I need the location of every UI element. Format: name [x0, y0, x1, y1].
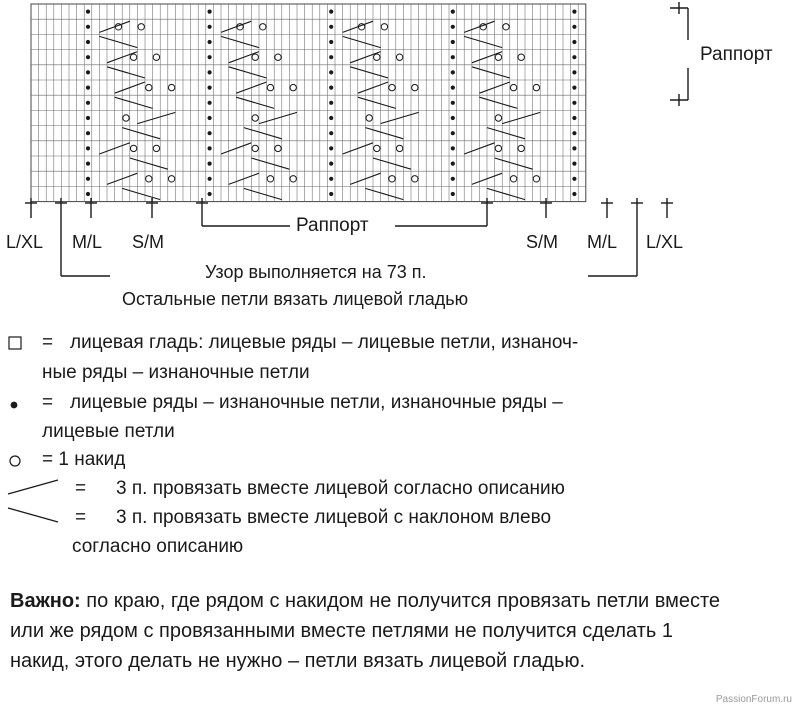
yarn-over-circle	[518, 54, 524, 60]
yarn-over-circle	[381, 24, 387, 30]
yarn-over-circle	[533, 176, 539, 182]
yarn-over-circle	[366, 115, 372, 121]
yarn-over-circle	[503, 24, 509, 30]
purl-dot	[329, 40, 333, 44]
repeat-right-label: Раппорт	[700, 44, 773, 65]
yarn-over-circle	[374, 145, 380, 151]
purl-dot	[572, 10, 576, 14]
purl-dot	[572, 192, 576, 196]
yarn-over-circle	[252, 54, 258, 60]
chart-note-stitch-count: Узор выполняется на 73 п.	[205, 262, 427, 282]
purl-dot	[208, 131, 212, 135]
yarn-over-circle	[495, 54, 501, 60]
purl-dot	[208, 86, 212, 90]
yarn-over-circle	[412, 84, 418, 90]
purl-dot	[208, 177, 212, 181]
purl-dot	[572, 116, 576, 120]
purl-dot	[451, 10, 455, 14]
yarn-over-circle	[396, 54, 402, 60]
purl-dot	[572, 70, 576, 74]
legend-eq: =	[75, 478, 87, 499]
purl-dot	[86, 70, 90, 74]
purl-dot	[329, 10, 333, 14]
yarn-over-circle	[389, 84, 395, 90]
purl-dot	[451, 192, 455, 196]
purl-dot	[572, 40, 576, 44]
purl-dot	[329, 70, 333, 74]
yarn-over-circle	[260, 24, 266, 30]
legend-eq: =	[42, 392, 54, 413]
important-text: по краю, где рядом с накидом не получится провязать петли вместе или же рядом с провязанными вместе петлями не получится сделать 1 накид, этого делать не нужно – петли вязать лицевой гладью.	[10, 590, 721, 672]
purl-dot	[329, 192, 333, 196]
yarn-over-circle	[252, 115, 258, 121]
yarn-over-circle	[374, 54, 380, 60]
size-mark-right-ml: M/L	[587, 232, 618, 252]
purl-dot	[86, 146, 90, 150]
purl-dot	[208, 25, 212, 29]
purl-dot	[572, 101, 576, 105]
purl-dot	[329, 55, 333, 59]
right-slant-line-icon	[6, 476, 62, 498]
legend-text-cont: ные ряды – изнаночные петли	[42, 362, 310, 383]
purl-dot	[86, 192, 90, 196]
purl-dot	[208, 146, 212, 150]
purl-dot	[451, 70, 455, 74]
purl-dot	[451, 162, 455, 166]
yarn-over-circle	[510, 84, 516, 90]
dot-icon	[8, 398, 22, 412]
yarn-over-circle	[518, 145, 524, 151]
chart-grid	[31, 4, 586, 202]
purl-dot	[86, 116, 90, 120]
purl-dot	[208, 40, 212, 44]
purl-dot	[572, 55, 576, 59]
chart-note-rest: Остальные петли вязать лицевой гладью	[122, 289, 469, 309]
yarn-over-circle	[153, 54, 159, 60]
purl-dot	[208, 55, 212, 59]
legend-text-cont: согласно описанию	[72, 536, 244, 557]
purl-dot	[451, 116, 455, 120]
yarn-over-circle	[123, 115, 129, 121]
important-note	[10, 586, 730, 676]
purl-dot	[572, 177, 576, 181]
purl-dot	[329, 146, 333, 150]
yarn-over-circle	[412, 176, 418, 182]
yarn-over-circle	[533, 84, 539, 90]
purl-dot	[329, 101, 333, 105]
purl-dot	[86, 162, 90, 166]
purl-dot	[208, 10, 212, 14]
yarn-over-circle	[153, 145, 159, 151]
purl-dot	[208, 101, 212, 105]
yarn-over-circle	[495, 145, 501, 151]
yarn-over-circle	[267, 176, 273, 182]
yarn-over-circle	[130, 54, 136, 60]
purl-dot	[572, 162, 576, 166]
watermark: PassionForum.ru	[715, 694, 792, 705]
legend-text: лицевая гладь: лицевые ряды – лицевые петли, изнаноч-	[70, 332, 579, 353]
purl-dot	[572, 146, 576, 150]
repeat-bottom-label: Раппорт	[296, 215, 369, 236]
legend-text-cont: лицевые петли	[42, 421, 175, 442]
size-mark-left-ml: M/L	[72, 232, 103, 252]
purl-dot	[86, 40, 90, 44]
yarn-over-circle	[146, 176, 152, 182]
purl-dot	[86, 177, 90, 181]
purl-dot	[451, 146, 455, 150]
yarn-over-circle	[168, 176, 174, 182]
purl-dot	[329, 116, 333, 120]
purl-dot	[208, 192, 212, 196]
circle-icon	[8, 453, 24, 469]
yarn-over-circle	[396, 145, 402, 151]
yarn-over-circle	[138, 24, 144, 30]
purl-dot	[451, 40, 455, 44]
purl-dot	[329, 162, 333, 166]
purl-dot	[329, 177, 333, 181]
size-mark-right-sm: S/M	[526, 232, 559, 252]
yarn-over-circle	[130, 145, 136, 151]
size-mark-left-sm: S/M	[132, 232, 165, 252]
purl-dot	[86, 101, 90, 105]
purl-dot	[451, 177, 455, 181]
purl-dot	[208, 116, 212, 120]
yarn-over-circle	[275, 54, 281, 60]
legend-eq: =	[75, 507, 87, 528]
legend-text: 3 п. провязать вместе лицевой согласно описанию	[116, 478, 565, 499]
chart-frame	[31, 4, 586, 202]
purl-dot	[86, 55, 90, 59]
purl-dot	[86, 86, 90, 90]
legend-text: лицевые ряды – изнаночные петли, изнаночные ряды –	[70, 392, 563, 413]
purl-dot	[208, 162, 212, 166]
purl-dot	[208, 70, 212, 74]
legend-eq: =	[42, 332, 54, 353]
yarn-over-circle	[275, 145, 281, 151]
purl-dot	[329, 131, 333, 135]
yarn-over-circle	[495, 115, 501, 121]
purl-dot	[572, 131, 576, 135]
purl-dot	[86, 25, 90, 29]
box-icon	[8, 336, 24, 352]
yarn-over-circle	[146, 84, 152, 90]
purl-dot	[451, 86, 455, 90]
purl-dot	[451, 131, 455, 135]
important-title: Важно:	[10, 590, 81, 612]
yarn-over-circle	[168, 84, 174, 90]
yarn-over-circle	[290, 176, 296, 182]
size-mark-right-lxl: L/XL	[646, 232, 684, 252]
purl-dot	[329, 86, 333, 90]
legend-eq: = 1 накид	[42, 449, 126, 470]
purl-dot	[451, 55, 455, 59]
purl-dot	[329, 25, 333, 29]
purl-dot	[572, 86, 576, 90]
left-slant-line-icon	[6, 504, 62, 526]
purl-dot	[451, 25, 455, 29]
purl-dot	[86, 10, 90, 14]
yarn-over-circle	[252, 145, 258, 151]
purl-dot	[451, 101, 455, 105]
purl-dot	[86, 131, 90, 135]
yarn-over-circle	[510, 176, 516, 182]
legend-text: 3 п. провязать вместе лицевой с наклоном влево	[116, 507, 552, 528]
yarn-over-circle	[290, 84, 296, 90]
size-mark-left-lxl: L/XL	[6, 232, 44, 252]
purl-dot	[572, 25, 576, 29]
yarn-over-circle	[389, 176, 395, 182]
yarn-over-circle	[267, 84, 273, 90]
